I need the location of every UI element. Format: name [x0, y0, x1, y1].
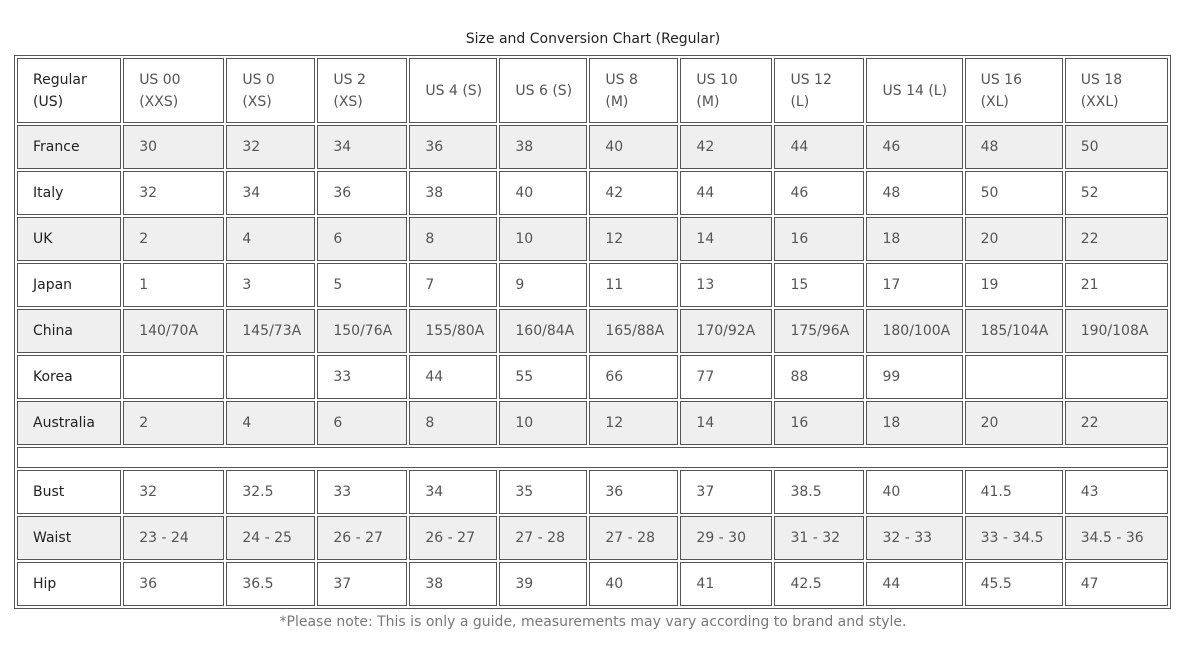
table-cell: 16	[774, 217, 864, 261]
table-cell: 22	[1065, 401, 1168, 445]
table-cell: 24 - 25	[226, 516, 315, 560]
table-cell: 5	[317, 263, 407, 307]
header-line: (XS)	[242, 93, 272, 110]
header-line: US 14 (L)	[882, 82, 948, 99]
table-cell: 10	[499, 217, 587, 261]
header-line: US 10	[696, 71, 738, 88]
header-cell-size	[774, 58, 864, 123]
chart-title: Size and Conversion Chart (Regular)	[465, 31, 721, 47]
table-cell: 50	[965, 171, 1063, 215]
table-row	[17, 125, 1168, 169]
table-cell: 99	[866, 355, 962, 399]
table-row	[17, 470, 1168, 514]
table-row	[17, 401, 1168, 445]
header-row	[17, 58, 1168, 123]
header-cell-size	[866, 58, 962, 123]
table-row	[17, 355, 1168, 399]
table-cell: 21	[1065, 263, 1168, 307]
table-cell: 11	[589, 263, 678, 307]
table-cell: 23 - 24	[123, 516, 224, 560]
table-cell: 10	[499, 401, 587, 445]
table-cell: 18	[866, 217, 962, 261]
table-cell: 32	[123, 470, 224, 514]
table-row	[17, 171, 1168, 215]
table-row	[17, 516, 1168, 560]
header-line: (XXL)	[1080, 93, 1119, 110]
table-cell: 33 - 34.5	[965, 516, 1063, 560]
header-cell-size	[226, 58, 315, 123]
table-cell: 38	[499, 125, 587, 169]
table-cell: 35	[499, 470, 587, 514]
table-cell: 36	[123, 562, 224, 606]
table-cell: 8	[409, 217, 497, 261]
table-cell: 36	[409, 125, 497, 169]
table-cell: 15	[774, 263, 864, 307]
table-cell: 31 - 32	[774, 516, 864, 560]
header-line: Regular	[33, 71, 87, 88]
table-cell: 160/84A	[499, 309, 587, 353]
table-cell: 42.5	[774, 562, 864, 606]
table-cell: 29 - 30	[680, 516, 772, 560]
table-cell: 38.5	[774, 470, 864, 514]
row-label: Hip	[17, 562, 121, 606]
header-cell-size	[1065, 58, 1168, 123]
header-line: US 4 (S)	[425, 82, 483, 99]
table-row	[17, 562, 1168, 606]
table-cell: 170/92A	[680, 309, 772, 353]
table-cell: 145/73A	[226, 309, 315, 353]
table-cell: 77	[680, 355, 772, 399]
row-label: Italy	[17, 171, 121, 215]
spacer-row	[17, 447, 1168, 468]
table-cell: 40	[499, 171, 587, 215]
row-label: Japan	[17, 263, 121, 307]
table-cell: 140/70A	[123, 309, 224, 353]
row-label: Australia	[17, 401, 121, 445]
table-cell: 9	[499, 263, 587, 307]
size-conversion-table	[14, 55, 1171, 609]
table-cell: 3	[226, 263, 315, 307]
row-label: Waist	[17, 516, 121, 560]
table-cell: 32	[226, 125, 315, 169]
table-cell: 1	[123, 263, 224, 307]
table-cell: 12	[589, 401, 678, 445]
table-cell: 4	[226, 401, 315, 445]
table-cell: 38	[409, 562, 497, 606]
table-cell: 33	[317, 355, 407, 399]
table-cell: 88	[774, 355, 864, 399]
table-cell: 42	[589, 171, 678, 215]
table-cell: 36.5	[226, 562, 315, 606]
table-cell: 6	[317, 401, 407, 445]
table-cell: 32	[123, 171, 224, 215]
table-cell: 20	[965, 401, 1063, 445]
table-cell: 40	[866, 470, 962, 514]
header-line: US 0	[242, 71, 275, 88]
table-body	[17, 58, 1168, 606]
table-cell: 180/100A	[866, 309, 962, 353]
table-cell: 13	[680, 263, 772, 307]
table-cell: 32.5	[226, 470, 315, 514]
table-cell: 12	[589, 217, 678, 261]
header-cell-regular-us	[17, 58, 121, 123]
table-cell: 39	[499, 562, 587, 606]
header-cell-size	[123, 58, 224, 123]
header-line: US 2	[333, 71, 366, 88]
header-cell-size	[965, 58, 1063, 123]
table-row	[17, 309, 1168, 353]
table-cell: 34.5 - 36	[1065, 516, 1168, 560]
header-cell-size	[680, 58, 772, 123]
table-cell: 185/104A	[965, 309, 1063, 353]
table-cell: 165/88A	[589, 309, 678, 353]
table-cell: 66	[589, 355, 678, 399]
table-cell: 4	[226, 217, 315, 261]
row-label: France	[17, 125, 121, 169]
table-cell: 2	[123, 401, 224, 445]
header-cell-size	[499, 58, 587, 123]
table-cell	[965, 355, 1063, 399]
table-cell: 175/96A	[774, 309, 864, 353]
header-line: US 6 (S)	[515, 82, 573, 99]
table-cell: 33	[317, 470, 407, 514]
table-cell: 44	[774, 125, 864, 169]
row-label: UK	[17, 217, 121, 261]
header-line: US 8	[605, 71, 638, 88]
table-cell: 27 - 28	[589, 516, 678, 560]
table-cell: 34	[317, 125, 407, 169]
table-cell: 45.5	[965, 562, 1063, 606]
table-cell: 44	[409, 355, 497, 399]
table-cell: 48	[965, 125, 1063, 169]
table-cell: 27 - 28	[499, 516, 587, 560]
table-cell: 19	[965, 263, 1063, 307]
table-cell: 46	[866, 125, 962, 169]
table-cell: 40	[589, 562, 678, 606]
table-cell: 40	[589, 125, 678, 169]
table-row	[17, 263, 1168, 307]
table-cell: 34	[226, 171, 315, 215]
row-label: Korea	[17, 355, 121, 399]
table-cell: 52	[1065, 171, 1168, 215]
row-label: China	[17, 309, 121, 353]
table-cell: 30	[123, 125, 224, 169]
header-line: US 00	[139, 71, 181, 88]
table-row	[17, 217, 1168, 261]
header-line: (XXS)	[139, 93, 179, 110]
table-cell: 48	[866, 171, 962, 215]
table-cell: 6	[317, 217, 407, 261]
table-cell: 37	[680, 470, 772, 514]
header-line: (XL)	[980, 93, 1009, 110]
table-cell	[226, 355, 315, 399]
table-cell: 26 - 27	[409, 516, 497, 560]
table-cell: 36	[317, 171, 407, 215]
table-cell: 7	[409, 263, 497, 307]
table-cell	[123, 355, 224, 399]
table-cell: 26 - 27	[317, 516, 407, 560]
table-cell: 43	[1065, 470, 1168, 514]
table-cell: 44	[680, 171, 772, 215]
table-cell: 37	[317, 562, 407, 606]
header-line: (M)	[696, 93, 720, 110]
table-cell: 17	[866, 263, 962, 307]
header-line: US 18	[1080, 71, 1123, 88]
table-cell: 20	[965, 217, 1063, 261]
table-cell: 38	[409, 171, 497, 215]
header-line: (XS)	[333, 93, 363, 110]
table-cell: 41	[680, 562, 772, 606]
table-cell: 190/108A	[1065, 309, 1168, 353]
header-cell-size	[589, 58, 678, 123]
table-cell: 42	[680, 125, 772, 169]
table-cell: 55	[499, 355, 587, 399]
table-cell: 41.5	[965, 470, 1063, 514]
table-cell: 14	[680, 217, 772, 261]
table-cell: 32 - 33	[866, 516, 962, 560]
header-line: US 12	[790, 71, 832, 88]
table-cell: 50	[1065, 125, 1168, 169]
table-cell: 22	[1065, 217, 1168, 261]
table-cell: 16	[774, 401, 864, 445]
header-line: (L)	[790, 93, 810, 110]
table-cell: 150/76A	[317, 309, 407, 353]
header-cell-size	[409, 58, 497, 123]
table-cell: 18	[866, 401, 962, 445]
table-cell: 47	[1065, 562, 1168, 606]
row-label: Bust	[17, 470, 121, 514]
table-cell: 46	[774, 171, 864, 215]
header-cell-size	[317, 58, 407, 123]
header-line: (US)	[33, 93, 64, 110]
table-cell: 14	[680, 401, 772, 445]
table-cell: 44	[866, 562, 962, 606]
header-line: US 16	[980, 71, 1022, 88]
table-cell	[1065, 355, 1168, 399]
header-line: (M)	[605, 93, 629, 110]
spacer-cell	[17, 447, 1168, 468]
table-cell: 36	[589, 470, 678, 514]
table-cell: 8	[409, 401, 497, 445]
table-cell: 2	[123, 217, 224, 261]
disclaimer-note: *Please note: This is only a guide, measurements may vary according to brand and style.	[279, 614, 907, 630]
table-cell: 34	[409, 470, 497, 514]
table-cell: 155/80A	[409, 309, 497, 353]
